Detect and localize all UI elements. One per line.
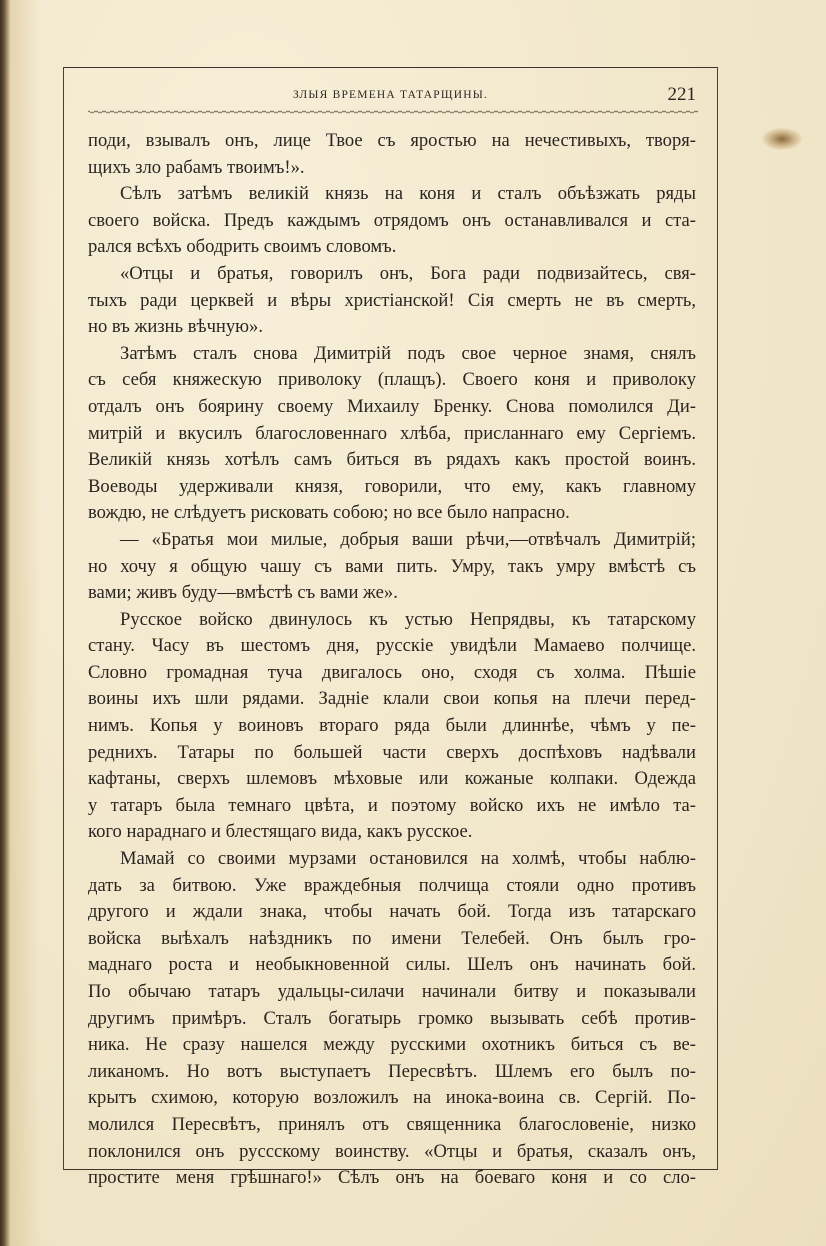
text-line: маднаго роста и необыкновенной силы. Шелъ онъ начинать бой. (88, 954, 696, 976)
text-line: вами; живъ буду—вмѣстѣ съ вами же». (88, 582, 398, 604)
text-line: другого и ждали знака, чтобы начать бой. Тогда изъ татарскаго (88, 901, 696, 923)
text-line: кафтаны, сверхъ шлемовъ мѣховые или кожаные колпаки. Одежда (88, 768, 696, 790)
text-line: поди, взывалъ онъ, лице Твое съ яростью на нечестивыхъ, творя- (88, 130, 696, 151)
text-line: вождю, не слѣдуетъ рисковать собою; но все было напрасно. (88, 502, 570, 524)
text-line: митрій и вкусилъ благословеннаго хлѣба, присланнаго ему Сергіемъ. (88, 422, 696, 444)
paper-stain (762, 128, 802, 150)
wavy-rule (88, 108, 698, 116)
text-line: ликаномъ. Но вотъ выступаетъ Пересвѣтъ. Шлемъ его былъ по- (88, 1060, 696, 1082)
text-line: тыхъ ради церквей и вѣры христіанской! Сія смерть не въ смерть, (88, 289, 696, 311)
text-line: у татаръ была темнаго цвѣта, и поэтому войско ихъ не имѣло та- (88, 794, 696, 816)
text-line: — «Братья мои милые, добрыя ваши рѣчи,—отвѣчалъ Димитрій; (120, 528, 696, 550)
text-line: отдалъ онъ боярину своему Михаилу Бренку. Снова помолился Ди- (88, 395, 696, 417)
text-line: «Отцы и братья, говорилъ онъ, Бога ради подвизайтесь, свя- (120, 262, 696, 284)
text-line: Затѣмъ сталъ снова Димитрій подъ свое черное знамя, снялъ (120, 342, 696, 364)
gutter-shadow (10, 0, 40, 1246)
book-spine-edge (0, 0, 10, 1246)
text-line: крытъ схимою, которую возложилъ на инока-воина св. Сергій. По- (88, 1087, 696, 1109)
running-title: ЗЛЫЯ ВРЕМЕНА ТАТАРЩИНЫ. (292, 89, 489, 101)
text-line: молился Пересвѣтъ, принялъ отъ священника благословеніе, низко (88, 1113, 696, 1135)
text-line: кого нараднаго и блестящаго вида, какъ русское. (88, 821, 473, 843)
text-line: Воеводы удерживали князя, говорили, что ему, какъ главному (88, 475, 696, 497)
text-line: съ себя княжескую приволоку (плащъ). Своего коня и приволоку (88, 369, 696, 391)
text-line: но въ жизнь вѣчную». (88, 316, 264, 338)
page-number: 221 (667, 84, 696, 105)
text-line: другимъ примѣръ. Сталъ богатырь громко вызывать себѣ против- (88, 1007, 696, 1029)
text-line: своего войска. Предъ каждымъ отрядомъ онъ останавливался и ста- (88, 209, 696, 231)
text-line: Мамай со своими мурзами остановился на холмѣ, чтобы наблю- (120, 848, 696, 870)
text-line: стану. Часу въ шестомъ дня, русскіе увидѣли Мамаево полчище. (88, 635, 696, 657)
text-line: Русское войско двинулось къ устью Непрядвы, къ татарскому (120, 608, 696, 630)
text-line: Словно громадная туча двигалось оно, сходя съ холма. Пѣшіе (88, 661, 696, 683)
text-line: Сѣлъ затѣмъ великій князь на коня и сталъ объѣзжать ряды (120, 183, 696, 205)
body-text (88, 128, 696, 1192)
text-line: войска выѣхалъ наѣздникъ по имени Телебей. Онъ былъ гро- (88, 927, 696, 949)
text-line: Великій князь хотѣлъ самъ биться въ рядахъ какъ простой воинъ. (88, 449, 696, 471)
text-line: простите меня грѣшнаго!» Сѣлъ онъ на боеваго коня и со сло- (88, 1167, 696, 1189)
text-line: рался всѣхъ ободрить своимъ словомъ. (88, 236, 397, 258)
text-line: поклонился онъ руссскому воинству. «Отцы и братья, сказалъ онъ, (88, 1140, 696, 1162)
text-line: ника. Не сразу нашелся между русскими охотникъ биться съ ве- (88, 1034, 696, 1056)
text-line: воины ихъ шли рядами. Задніе клали свои копья на плечи перед- (88, 688, 696, 710)
text-line: щихъ зло рабамъ твоимъ!». (88, 156, 305, 178)
text-line: нимъ. Копья у воиновъ втораго ряда были длиннѣе, чѣмъ у пе- (88, 715, 696, 737)
running-header (63, 86, 718, 108)
text-line: По обычаю татаръ удальцы-силачи начинали битву и показывали (88, 981, 696, 1002)
text-line: но хочу я общую чашу съ вами пить. Умру, такъ умру вмѣстѣ съ (88, 555, 696, 577)
text-line: дать за битвою. Уже враждебныя полчища стояли одно противъ (88, 874, 696, 896)
text-line: реднихъ. Татары по большей части сверхъ доспѣховъ надѣвали (88, 741, 696, 763)
